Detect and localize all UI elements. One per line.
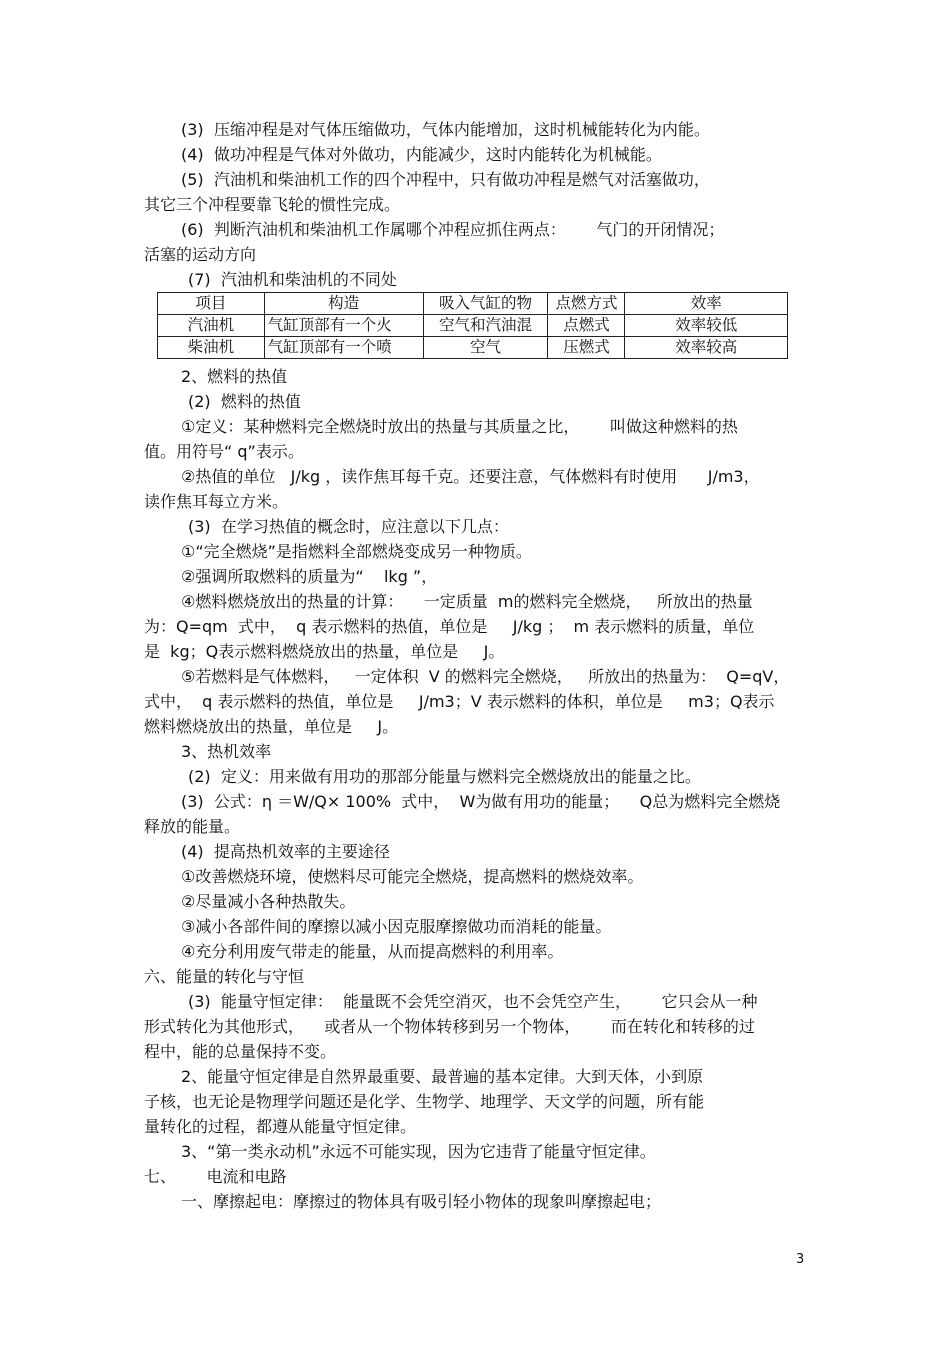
table-cell: 气缸顶部有一个火 [264,315,423,337]
table-header-cell: 项目 [158,293,265,315]
table-cell: 点燃式 [548,315,625,337]
text-line: 程中，能的总量保持不变。 [144,1042,337,1061]
text-line: ②强调所取燃料的质量为“ lkg ”， [181,567,438,586]
table-cell: 空气 [423,337,548,359]
text-line: 是 kg；Q表示燃料燃烧放出的热量，单位是 J。 [144,642,505,661]
text-line: ④燃料燃烧放出的热量的计算： 一定质量 m的燃料完全燃烧， 所放出的热量 [181,592,753,611]
section-heading: 六、能量的转化与守恒 [144,967,305,986]
text-line: 释放的能量。 [144,817,241,836]
section-heading: 3、热机效率 [181,742,272,761]
text-line: (6) 判断汽油机和柴油机工作属哪个冲程应抓住两点： 气门的开闭情况； [181,220,725,239]
table-header-cell: 点燃方式 [548,293,625,315]
text-line: ②尽量减小各种热散失。 [181,892,356,911]
text-line: 为：Q=qm 式中， q 表示燃料的热值，单位是 J/kg ； m 表示燃料的质量，单位 [144,617,755,636]
text-line: 燃料燃烧放出的热量，单位是 J。 [144,717,399,736]
text-line: ④充分利用废气带走的能量，从而提高燃料的利用率。 [181,942,564,961]
text-line: 2、能量守恒定律是自然界最重要、最普遍的基本定律。大到天体，小到原 [181,1067,704,1086]
section-heading: 七、 电流和电路 [144,1167,287,1186]
text-line: ①“完全燃烧”是指燃料全部燃烧变成另一种物质。 [181,542,532,561]
table-cell: 空气和汽油混 [423,315,548,337]
table-header-row [158,293,788,315]
text-line: 形式转化为其他形式， 或者从一个物体转移到另一个物体， 而在转化和转移的过 [144,1017,755,1036]
text-line: ①定义：某种燃料完全燃烧时放出的热量与其质量之比， 叫做这种燃料的热 [181,417,738,436]
table-cell: 压燃式 [548,337,625,359]
text-line: (3) 公式：η ＝W/Q× 100% 式中， W为做有用功的能量； Q总为燃料完全燃烧 [181,792,781,811]
text-line: (3) 能量守恒定律： 能量既不会凭空消灭，也不会凭空产生， 它只会从一种 [188,992,758,1011]
table-cell: 效率较高 [625,337,788,359]
text-line: 值。用符号“ q”表示。 [144,442,304,461]
table-header-cell: 构造 [264,293,423,315]
section-heading: 2、燃料的热值 [181,367,288,386]
table-cell: 柴油机 [158,337,265,359]
text-line: (7) 汽油机和柴油机的不同处 [188,270,397,289]
text-line: ①改善燃烧环境，使燃料尽可能完全燃烧，提高燃料的燃烧效率。 [181,867,644,886]
text-line: (3) 压缩冲程是对气体压缩做功，气体内能增加，这时机械能转化为内能。 [181,120,710,139]
page-number: 3 [796,1252,805,1267]
text-line: 量转化的过程，都遵从能量守恒定律。 [144,1117,417,1136]
text-line: 读作焦耳每立方米。 [144,492,289,511]
comparison-table [157,292,788,359]
table-cell: 气缸顶部有一个喷 [264,337,423,359]
table-cell: 效率较低 [625,315,788,337]
text-line: (2) 定义：用来做有用功的那部分能量与燃料完全燃烧放出的能量之比。 [188,767,701,786]
table-header-cell: 效率 [625,293,788,315]
text-line: (4) 提高热机效率的主要途径 [181,842,390,861]
text-line: ③减小各部件间的摩擦以减小因克服摩擦做功而消耗的能量。 [181,917,612,936]
text-line: 式中， q 表示燃料的热值，单位是 J/m3；V 表示燃料的体积，单位是 m3；Q表示 [144,692,775,711]
text-line: 活塞的运动方向 [144,245,257,264]
text-line: 3、“第一类永动机”永远不可能实现，因为它违背了能量守恒定律。 [181,1142,656,1161]
text-line: ②热值的单位 J/kg ，读作焦耳每千克。还要注意，气体燃料有时使用 J/m3， [181,467,760,486]
text-line: 一、摩擦起电：摩擦过的物体具有吸引轻小物体的现象叫摩擦起电； [181,1192,662,1211]
table-cell: 汽油机 [158,315,265,337]
text-line: (2) 燃料的热值 [188,392,301,411]
text-line: (5) 汽油机和柴油机工作的四个冲程中，只有做功冲程是燃气对活塞做功， [181,170,710,189]
text-line: (3) 在学习热值的概念时，应注意以下几点： [188,517,509,536]
text-line: 子核，也无论是物理学问题还是化学、生物学、地理学、天文学的问题，所有能 [144,1092,705,1111]
table-row [158,315,788,337]
table-header-cell: 吸入气缸的物 [423,293,548,315]
text-line: (4) 做功冲程是气体对外做功，内能减少，这时内能转化为机械能。 [181,145,662,164]
table-row [158,337,788,359]
text-line: ⑤若燃料是气体燃料， 一定体积 V 的燃料完全燃烧， 所放出的热量为： Q=qV， [181,667,790,686]
text-line: 其它三个冲程要靠飞轮的惯性完成。 [144,195,401,214]
